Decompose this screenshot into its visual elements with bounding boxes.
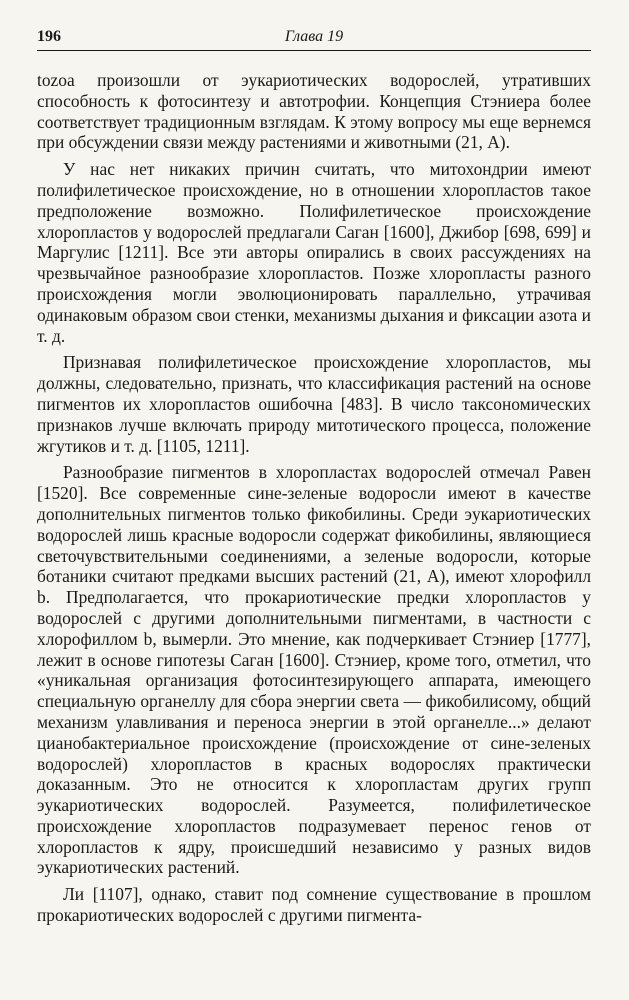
paragraph: Разнообразие пигментов в хлоропластах водорослей отмечал Равен [1520]. Все современные сине-зеленые водоросли имеют в качестве дополнительных пигментов только фикобилины. Среди эукариотических водорослей лишь красные водоросли содержат фикобилины, являющиеся светочувствительными соединениями, а зеленые водоросли, которые ботаники считают предками высших растений (21, А), имеют хлорофилл b. Предполагается, что прокариотические предки хлоропластов у водорослей с другими дополнительными пигментами, в частности с хлорофиллом b, вымерли. Это мнение, как подчеркивает Стэниер [1777], лежит в основе гипотезы Саган [1600]. Стэниер, кроме того, отметил, что «уникальная организация фотосинтезирующего аппарата, имеющего специальную органеллу для сбора энергии света — фикобилисому, общий механизм улавливания и переноса энергии в этой органелле...» делают цианобактериальное происхождение (происхождение от сине-зеленых водорослей) хлоропластов в красных водорослях практически доказанным. Это не относится к хлоропластам других групп эукариотических водорослей. Разумеется, полифилетическое происхождение хлоропластов подразумевает перенос генов от хлоропластов к ядру, происшедший независимо у разных видов эукариотических растений. — [37, 462, 591, 878]
body-text — [37, 70, 591, 926]
paragraph: Ли [1107], однако, ставит под сомнение существование в прошлом прокариотических водорослей с другими пигмента- — [37, 884, 591, 926]
running-header — [37, 26, 591, 51]
chapter-title: Глава 19 — [284, 28, 344, 45]
paragraph: Признавая полифилетическое происхождение хлоропластов, мы должны, следовательно, признать, что классификация растений на основе пигментов их хлоропластов ошибочна [483]. В число таксономических признаков лучше включать природу митотического процесса, положение жгутиков и т. д. [1105, 1211]. — [37, 352, 591, 456]
paragraph: tozoa произошли от эукариотических водорослей, утративших способность к фотосинтезу и автотрофии. Концепция Стэниера более соответствует традиционным взглядам. К этому вопросу мы еще вернемся при обсуждении связи между растениями и животными (21, А). — [37, 70, 591, 153]
paragraph: У нас нет никаких причин считать, что митохондрии имеют полифилетическое происхождение, но в отношении хлоропластов такое предположение возможно. Полифилетическое происхождение хлоропластов у водорослей предлагали Саган [1600], Джибор [698, 699] и Маргулис [1211]. Все эти авторы опирались в своих рассуждениях на чрезвычайное разнообразие хлоропластов. Позже хлоропласты разного происхождения могли эволюционировать параллельно, утрачивая одинаковым образом свои стенки, механизмы дыхания и фиксации азота и т. д. — [37, 159, 591, 346]
page-number: 196 — [37, 28, 61, 45]
